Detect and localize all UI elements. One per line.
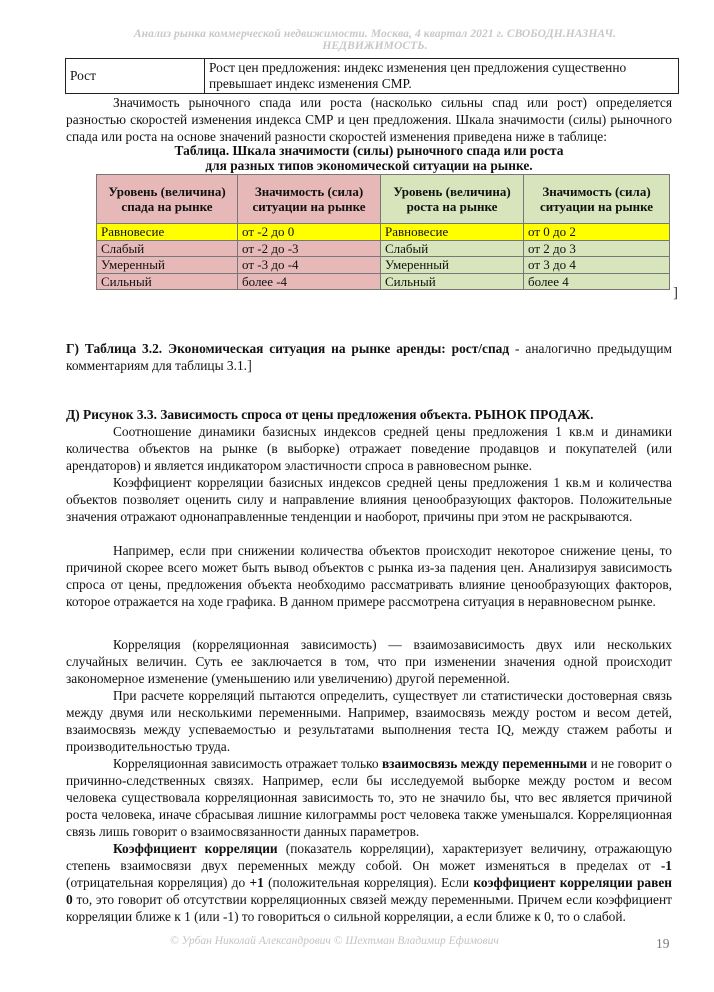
section-d-title: Д) Рисунок 3.3. Зависимость спроса от цены предложения объекта. РЫНОК ПРОДАЖ. [66,407,594,422]
table-cell: Слабый [381,240,524,257]
paragraph-text: Корреляционная зависимость отражает только [113,756,382,771]
paragraph-example: Например, если при снижении количества объектов происходит некоторое снижение цены, то причиной скорее всего может быть вывод объектов с рынка из-за падения цен. Анализируя зависимость спроса от цены, предложения объекта необходимо рассматривать влияние ценообразующих факторов, которое отражается на ходе графика. В данном примере рассмотрена ситуация в неравновесном рынке. [66,543,672,609]
table-header-row [97,175,670,224]
bracket-mark: ] [247,358,253,374]
growth-label-cell: Рост [66,59,205,94]
table-row [97,240,670,257]
header-growth-significance: Значимость (сила) ситуации на рынке [524,175,670,224]
scale-table-caption-line1: Таблица. Шкала значимости (силы) рыночного спада или роста [174,143,564,158]
section-g [66,340,672,375]
table-cell: более -4 [238,273,381,290]
table-cell: от 3 до 4 [524,257,670,274]
paragraph-text: то, это говорит об отсутствии корреляционных связей между переменными. Причем если коэффициент корреляции ближе к 1 (или -1) то говориться о сильной корреляции, а если ближе к 0, то о слабой. [66,892,672,924]
table-cell: Сильный [97,273,238,290]
table-cell: Умеренный [97,257,238,274]
table-cell: Умеренный [381,257,524,274]
significance-scale-table [96,174,670,290]
paragraph-coefficient-range [66,840,672,925]
intro-paragraph: Значимость рыночного спада или роста (насколько сильны спад или рост) определяется разностью скоростей изменения индекса СМР и цен предложения. Шкала значимости (силы) рыночного спада или роста на основе значений разности скоростей изменения приведена ниже в таблице: [66,95,672,144]
page-number: 19 [656,936,670,951]
emphasis-text: Коэффициент корреляции [113,841,278,856]
header-decline-significance: Значимость (сила) ситуации на рынке [238,175,381,224]
scale-table-caption-line2: для разных типов экономической ситуации на рынке. [205,158,533,173]
footer-authors: © Урбан Николай Александрович © Шехтман Владимир Ефимович [170,935,499,947]
paragraph-correlation-definition: Корреляция (корреляционная зависимость) — взаимозависимость двух или нескольких случайных величин. Суть ее заключается в том, что при изменении значения одной происходит закономерное изменение (уменьшению или увеличению) другой переменной. [66,637,672,686]
header-growth-level: Уровень (величина) роста на рынке [381,175,524,224]
section-g-rest: - аналогично предыдущим комментариям для таблицы 3.1. [66,341,672,373]
table-cell: от -2 до 0 [238,224,381,241]
bracket-mark: ] [673,285,678,301]
running-header-line1: Анализ рынка коммерческой недвижимости. Москва, 4 квартал 2021 г. СВОБОДН.НАЗНАЧ. [133,28,617,40]
table-cell: Сильный [381,273,524,290]
growth-definition-table [65,58,679,94]
paragraph-text: (показатель корреляции), характеризует величину, отражающую степень взаимосвязи двух переменных между собой. Он может изменяться в пределах от [66,841,672,873]
running-header-line2: НЕДВИЖИМОСТЬ. [322,40,428,52]
table-cell: Равновесие [381,224,524,241]
table-cell: Слабый [97,240,238,257]
table-cell: от 0 до 2 [524,224,670,241]
section-g-title: Г) Таблица 3.2. Экономическая ситуация на рынке аренды: рост/спад [66,341,510,356]
table-row [97,257,670,274]
paragraph-text: (положительная корреляция). Если [263,875,474,890]
table-cell: более 4 [524,273,670,290]
header-decline-level: Уровень (величина) спада на рынке [97,175,238,224]
paragraph-correlation-coefficient: Коэффициент корреляции базисных индексов средней цены предложения 1 кв.м и количества объектов позволяет оценить силу и направление влияния ценообразующих факторов. Положительные значения отражают однонаправленные тенденции и наоборот, причины при этом не раскрываются. [66,475,672,524]
paragraph-index-dynamics: Соотношение динамики базисных индексов средней цены предложения 1 кв.м и динамики количества объектов на рынке (в выборке) отражает поведение продавцов и покупателей (или арендаторов) и является индикатором эластичности спроса в равновесном рынке. [66,424,672,473]
table-row [66,59,679,94]
growth-text-cell: Рост цен предложения: индекс изменения цен предложения существенно превышает индекс изменения СМР. [205,59,679,94]
table-cell: Равновесие [97,224,238,241]
emphasis-text: -1 [660,858,672,873]
emphasis-text: взаимосвязь между переменными [381,756,588,771]
emphasis-text: коэффициент корреляции равен 0 [66,875,672,907]
paragraph-text: и не говорит о причинно-следственных связях. Например, если бы исследуемой выборке между ростом и весом человека существовала корреляционная зависимость то, это не значило бы, что вес является причиной роста человека, иначе сбрасывая лишние килограммы рост человека также уменьшался. Корреляционная связь лишь говорит о взаимосвязанности данных параметров. [66,756,673,839]
emphasis-text: +1 [249,875,264,890]
table-cell: от -2 до -3 [238,240,381,257]
paragraph-correlation-calculation: При расчете корреляций пытаются определить, существует ли статистически достоверная связь между двумя или несколькими переменными. Например, взаимосвязь между ростом и весом детей, взаимосвязь между успеваемостью и результатами выполнения теста IQ, между стажем работы и производительностью труда. [66,688,672,754]
table-cell: от 2 до 3 [524,240,670,257]
table-row [97,273,670,290]
running-header [60,28,690,52]
paragraph-correlation-dependency [66,755,672,840]
table-row [97,224,670,241]
paragraph-text: (отрицательная корреляция) до [66,875,250,890]
table-cell: от -3 до -4 [238,257,381,274]
scale-table-caption [66,143,672,173]
